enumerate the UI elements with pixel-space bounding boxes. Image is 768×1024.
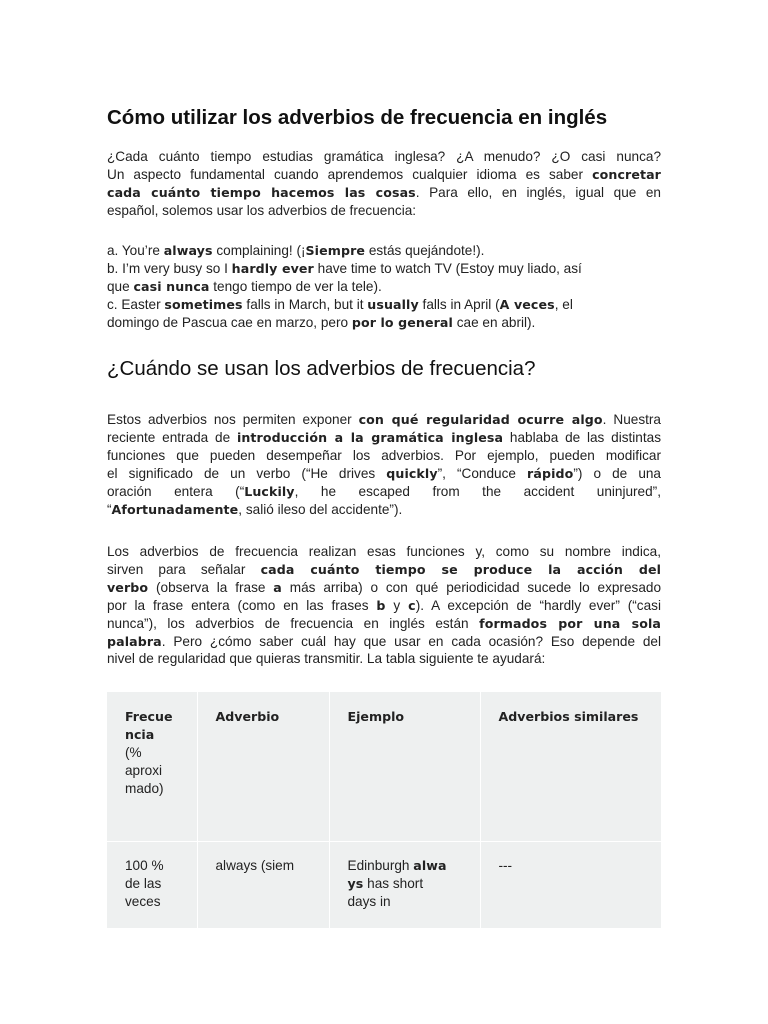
functions-line: verbo (observa la frase a más arriba) o con qué periodicidad sucede lo expresado xyxy=(107,579,661,595)
usage-line: reciente entrada de introducción a la gramática inglesa hablaba de las distintas xyxy=(107,429,661,445)
cell-similar: --- xyxy=(480,842,661,929)
intro-line: cada cuánto tiempo hacemos las cosas. Para ello, en inglés, igual que en xyxy=(107,184,661,200)
functions-line: nivel de regularidad que quieras transmitir. La tabla siguiente te ayudará: xyxy=(107,651,546,667)
cell-frequency: 100 % de las veces xyxy=(107,842,197,929)
frequency-table xyxy=(107,692,662,929)
page-title: Cómo utilizar los adverbios de frecuencia en inglés xyxy=(107,106,608,129)
functions-line: sirven para señalar cada cuánto tiempo se produce la acción del xyxy=(107,561,662,577)
usage-line: funciones que pueden desempeñar los adverbios. Por ejemplo, pueden modificar xyxy=(107,447,661,463)
functions-line: palabra. Pero ¿cómo saber cuál hay que usar en cada ocasión? Eso depende del xyxy=(107,633,661,649)
intro-paragraph xyxy=(107,148,661,220)
intro-line: español, solemos usar los adverbios de frecuencia: xyxy=(107,202,417,218)
usage-line: oración entera (“Luckily, he escaped from the accident uninjured”, xyxy=(107,483,661,499)
example-b-cont: que casi nunca tengo tiempo de ver la tele). xyxy=(107,278,382,294)
functions-line: Los adverbios de frecuencia realizan esas funciones y, como su nombre indica, xyxy=(107,544,661,559)
example-c-cont: domingo de Pascua cae en marzo, pero por lo general cae en abril). xyxy=(107,314,536,330)
usage-line: el significado de un verbo (“He drives quickly”, “Conduce rápido”) o de una xyxy=(107,465,661,481)
intro-line: ¿Cada cuánto tiempo estudias gramática inglesa? ¿A menudo? ¿O casi nunca? xyxy=(107,149,661,164)
header-similar: Adverbios similares xyxy=(480,692,661,842)
example-c: c. Easter sometimes falls in March, but it usually falls in April (A veces, el xyxy=(107,296,573,312)
cell-adverb: always (siem xyxy=(197,842,329,929)
usage-paragraph xyxy=(107,411,661,518)
examples-paragraph xyxy=(107,242,661,332)
functions-paragraph xyxy=(107,543,661,668)
functions-line: nunca”), los adverbios de frecuencia en inglés están formados por una sola xyxy=(107,615,661,631)
functions-line: por la frase entera (como en las frases b y c). A excepción de “hardly ever” (“casi xyxy=(107,597,661,613)
header-example: Ejemplo xyxy=(329,692,480,842)
table-row xyxy=(107,842,661,929)
header-frequency: Frecue ncia (% aproxi mado) xyxy=(107,692,197,842)
table-header-row xyxy=(107,692,661,842)
usage-line: Estos adverbios nos permiten exponer con qué regularidad ocurre algo. Nuestra xyxy=(107,412,661,427)
cell-example: Edinburgh alwa ys has short days in xyxy=(329,842,480,929)
section-subtitle: ¿Cuándo se usan los adverbios de frecuencia? xyxy=(107,357,536,380)
header-adverb: Adverbio xyxy=(197,692,329,842)
example-b: b. I’m very busy so I hardly ever have time to watch TV (Estoy muy liado, así xyxy=(107,260,582,276)
usage-line: “Afortunadamente, salió ileso del accidente”). xyxy=(107,501,403,517)
example-a: a. You’re always complaining! (¡Siempre estás quejándote!). xyxy=(107,243,485,258)
intro-line: Un aspecto fundamental cuando aprendemos cualquier idioma es saber concretar xyxy=(107,166,661,182)
